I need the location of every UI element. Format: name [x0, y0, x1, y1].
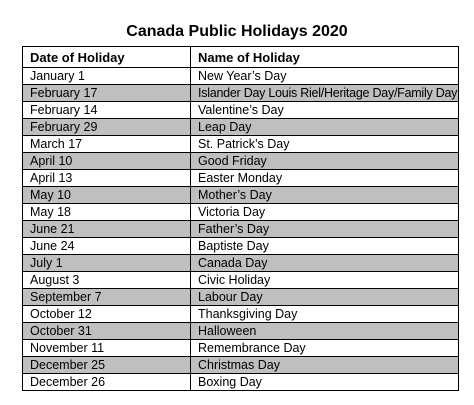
holiday-date: May 18: [23, 204, 191, 221]
table-row: [23, 255, 459, 272]
table-row: [23, 85, 459, 102]
holiday-name: Mother’s Day: [191, 187, 459, 204]
holiday-date: October 31: [23, 323, 191, 340]
table-row: [23, 340, 459, 357]
table-row: [23, 357, 459, 374]
holiday-date: January 1: [23, 68, 191, 85]
holiday-name: Boxing Day: [191, 374, 459, 391]
table-body: [23, 68, 459, 391]
holiday-date: February 17: [23, 85, 191, 102]
holiday-date: October 12: [23, 306, 191, 323]
holiday-date: May 10: [23, 187, 191, 204]
table-row: [23, 238, 459, 255]
holiday-name: St. Patrick’s Day: [191, 136, 459, 153]
table-row: [23, 119, 459, 136]
table-row: [23, 102, 459, 119]
table-row: [23, 153, 459, 170]
table-row: [23, 187, 459, 204]
page-title: Canada Public Holidays 2020: [126, 23, 348, 40]
holiday-date: April 13: [23, 170, 191, 187]
holiday-date: November 11: [23, 340, 191, 357]
holiday-name: Valentine’s Day: [191, 102, 459, 119]
holiday-date: December 26: [23, 374, 191, 391]
holiday-name: Leap Day: [191, 119, 459, 136]
table-row: [23, 374, 459, 391]
table-row: [23, 323, 459, 340]
table-header-row: [23, 47, 459, 68]
holiday-date: September 7: [23, 289, 191, 306]
holiday-date: February 14: [23, 102, 191, 119]
holiday-name: Father’s Day: [191, 221, 459, 238]
holiday-date: June 21: [23, 221, 191, 238]
holiday-name: Civic Holiday: [191, 272, 459, 289]
table-row: [23, 289, 459, 306]
table-row: [23, 204, 459, 221]
column-header-name: Name of Holiday: [191, 47, 459, 68]
holiday-date: March 17: [23, 136, 191, 153]
table-row: [23, 272, 459, 289]
holiday-name: Remembrance Day: [191, 340, 459, 357]
holiday-name: Halloween: [191, 323, 459, 340]
holiday-name: Islander Day Louis Riel/Heritage Day/Family Day: [191, 85, 459, 102]
table-row: [23, 170, 459, 187]
holiday-name: Thanksgiving Day: [191, 306, 459, 323]
holiday-date: July 1: [23, 255, 191, 272]
holiday-name: Good Friday: [191, 153, 459, 170]
column-header-date: Date of Holiday: [23, 47, 191, 68]
holiday-date: August 3: [23, 272, 191, 289]
table-row: [23, 68, 459, 85]
holiday-date: February 29: [23, 119, 191, 136]
table-row: [23, 136, 459, 153]
holiday-name: New Year’s Day: [191, 68, 459, 85]
holiday-name: Victoria Day: [191, 204, 459, 221]
holiday-date: December 25: [23, 357, 191, 374]
table-row: [23, 221, 459, 238]
holiday-name: Canada Day: [191, 255, 459, 272]
holiday-date: April 10: [23, 153, 191, 170]
table-row: [23, 306, 459, 323]
holiday-name: Christmas Day: [191, 357, 459, 374]
holiday-name: Baptiste Day: [191, 238, 459, 255]
holiday-name: Labour Day: [191, 289, 459, 306]
holiday-date: June 24: [23, 238, 191, 255]
holiday-name: Easter Monday: [191, 170, 459, 187]
holiday-table: [22, 46, 459, 391]
